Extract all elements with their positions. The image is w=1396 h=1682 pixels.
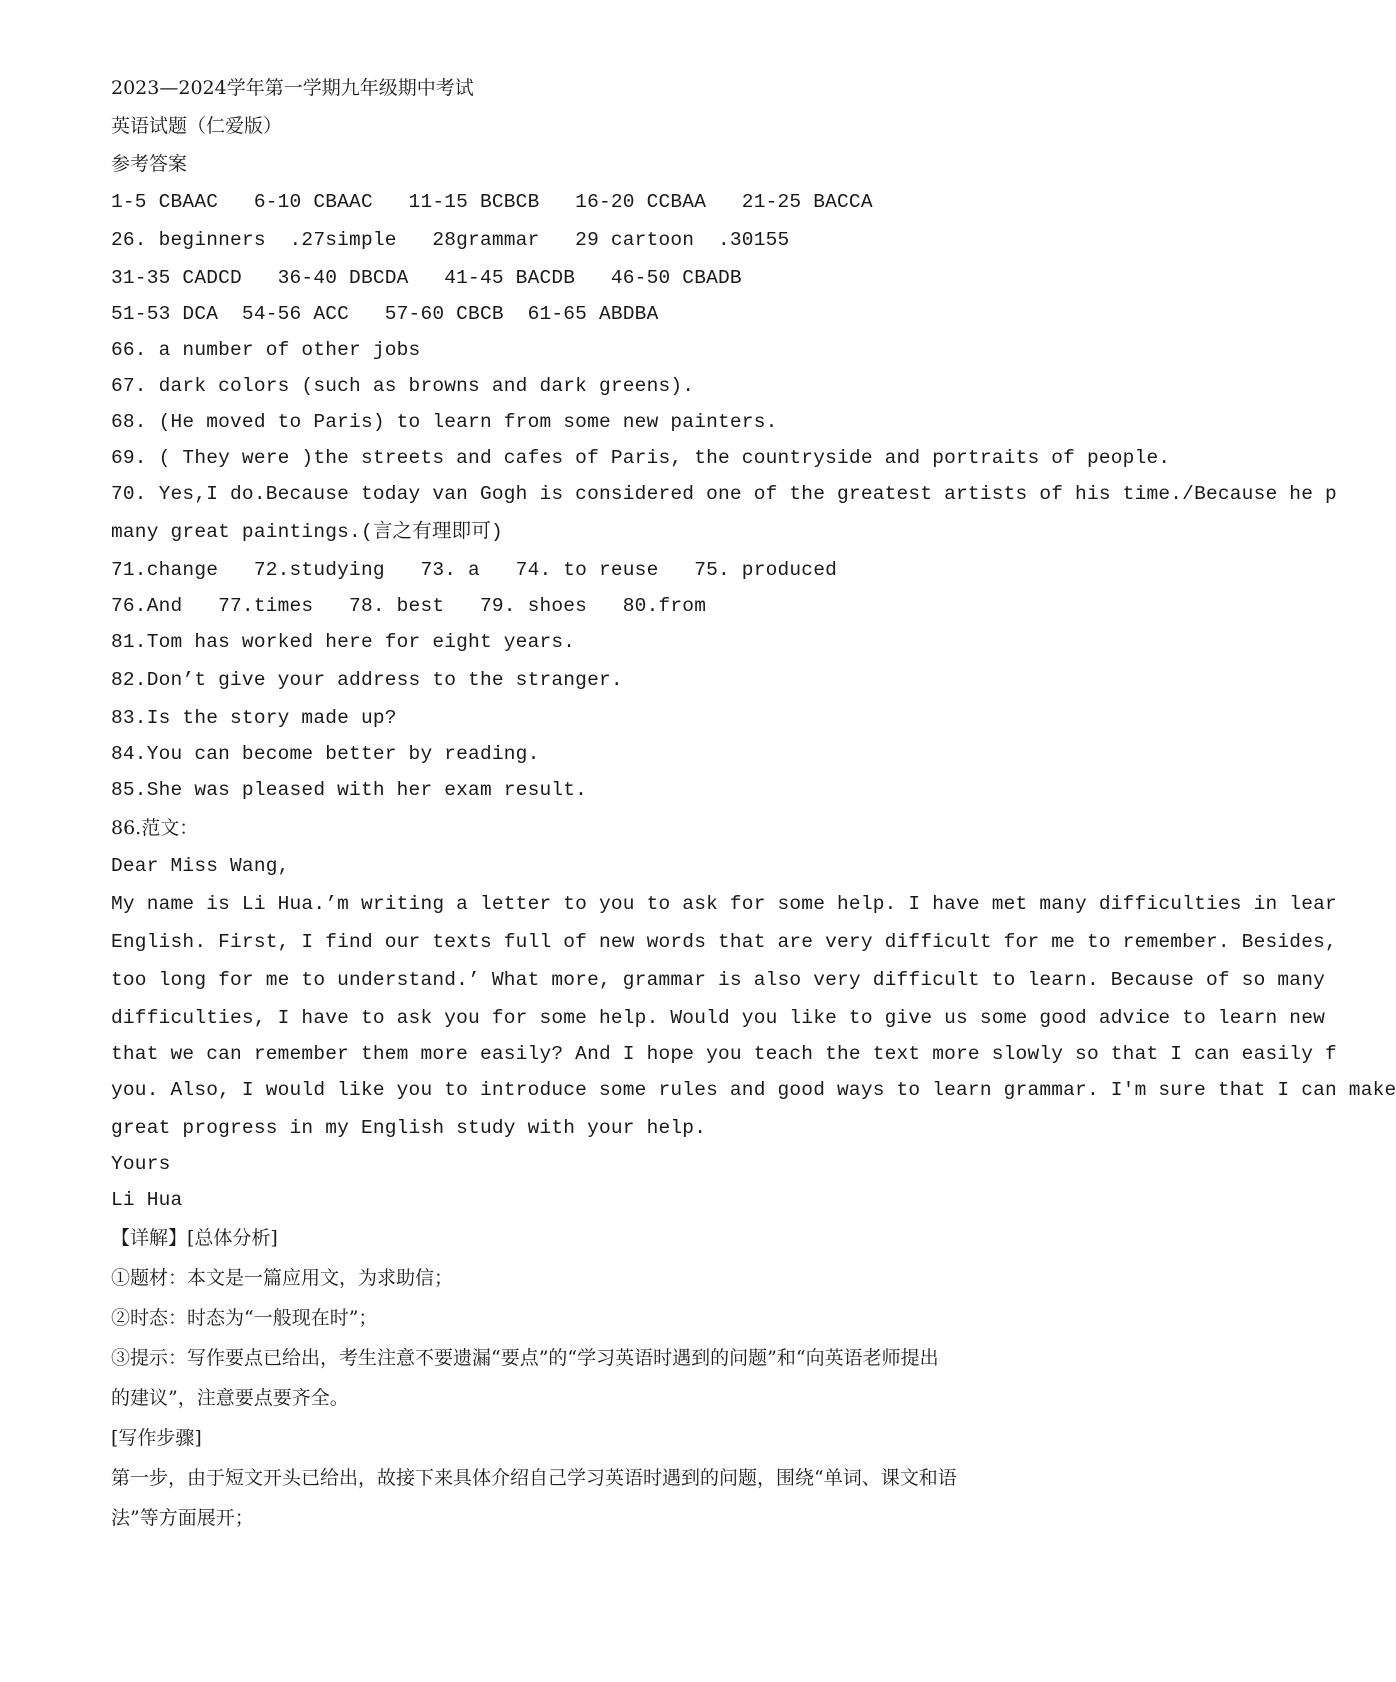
analysis-point-3-line-1: ③提示：写作要点已给出，考生注意不要遗漏“要点”的“学习英语时遇到的问题”和“向英语老师提出 <box>111 1347 939 1369</box>
answer-67: 67. dark colors (such as browns and dark greens). <box>111 375 695 397</box>
analysis-point-1: ①题材：本文是一篇应用文，为求助信； <box>111 1267 454 1289</box>
analysis-heading: 【详解】[总体分析] <box>111 1227 278 1249</box>
writing-steps-heading: [写作步骤] <box>111 1427 202 1449</box>
answer-84: 84.You can become better by reading. <box>111 743 540 765</box>
essay-line: difficulties, I have to ask you for some help. Would you like to give us some good advice to learn new <box>111 1007 1325 1029</box>
exam-title: 2023—2024学年第一学期九年级期中考试 <box>111 77 474 99</box>
essay-line: too long for me to understand.’ What more, grammar is also very difficult to learn. Because of so many <box>111 969 1325 991</box>
essay-signature: Li Hua <box>111 1189 183 1211</box>
answer-key-label: 参考答案 <box>111 153 188 175</box>
answer-83: 83.Is the story made up? <box>111 707 397 729</box>
answers-76-80: 76.And 77.times 78. best 79. shoes 80.from <box>111 595 707 617</box>
essay-line: My name is Li Hua.’m writing a letter to you to ask for some help. I have met many difficulties in lear <box>111 893 1337 915</box>
answer-69: 69. ( They were )the streets and cafes of Paris, the countryside and portraits of people. <box>111 447 1171 469</box>
essay-closing: Yours <box>111 1153 171 1175</box>
essay-greeting: Dear Miss Wang, <box>111 855 290 877</box>
answer-68: 68. (He moved to Paris) to learn from some new painters. <box>111 411 778 433</box>
answer-70-line-2: many great paintings.(言之有理即可) <box>111 521 503 543</box>
answer-82: 82.Don’t give your address to the stranger. <box>111 669 623 691</box>
answer-86-label: 86.范文： <box>111 817 199 839</box>
answers-51-65: 51-53 DCA 54-56 ACC 57-60 CBCB 61-65 ABDBA <box>111 303 659 325</box>
answer-66: 66. a number of other jobs <box>111 339 421 361</box>
answers-31-50: 31-35 CADCD 36-40 DBCDA 41-45 BACDB 46-50 CBADB <box>111 267 742 289</box>
writing-step-1-line-2: 法”等方面展开； <box>111 1507 254 1529</box>
answers-26-30: 26. beginners .27simple 28grammar 29 cartoon .30155 <box>111 229 790 251</box>
analysis-point-2: ②时态：时态为“一般现在时”； <box>111 1307 378 1329</box>
answer-70-line-1: 70. Yes,I do.Because today van Gogh is considered one of the greatest artists of his time./Because he p <box>111 483 1337 505</box>
essay-line: you. Also, I would like you to introduce some rules and good ways to learn grammar. I'm sure that I can make <box>111 1079 1396 1101</box>
essay-line: that we can remember them more easily? And I hope you teach the text more slowly so that I can easily f <box>111 1043 1337 1065</box>
essay-line: English. First, I find our texts full of new words that are very difficult for me to remember. Besides, <box>111 931 1337 953</box>
answers-1-25: 1-5 CBAAC 6-10 CBAAC 11-15 BCBCB 16-20 CCBAA 21-25 BACCA <box>111 191 873 213</box>
answer-81: 81.Tom has worked here for eight years. <box>111 631 576 653</box>
answers-71-75: 71.change 72.studying 73. a 74. to reuse 75. produced <box>111 559 838 581</box>
essay-line: great progress in my English study with your help. <box>111 1117 707 1139</box>
analysis-point-3-line-2: 的建议”，注意要点要齐全。 <box>111 1387 349 1409</box>
writing-step-1-line-1: 第一步，由于短文开头已给出，故接下来具体介绍自己学习英语时遇到的问题，围绕“单词、课文和语 <box>111 1467 957 1489</box>
subject-title: 英语试题（仁爱版） <box>111 115 283 137</box>
answer-85: 85.She was pleased with her exam result. <box>111 779 588 801</box>
